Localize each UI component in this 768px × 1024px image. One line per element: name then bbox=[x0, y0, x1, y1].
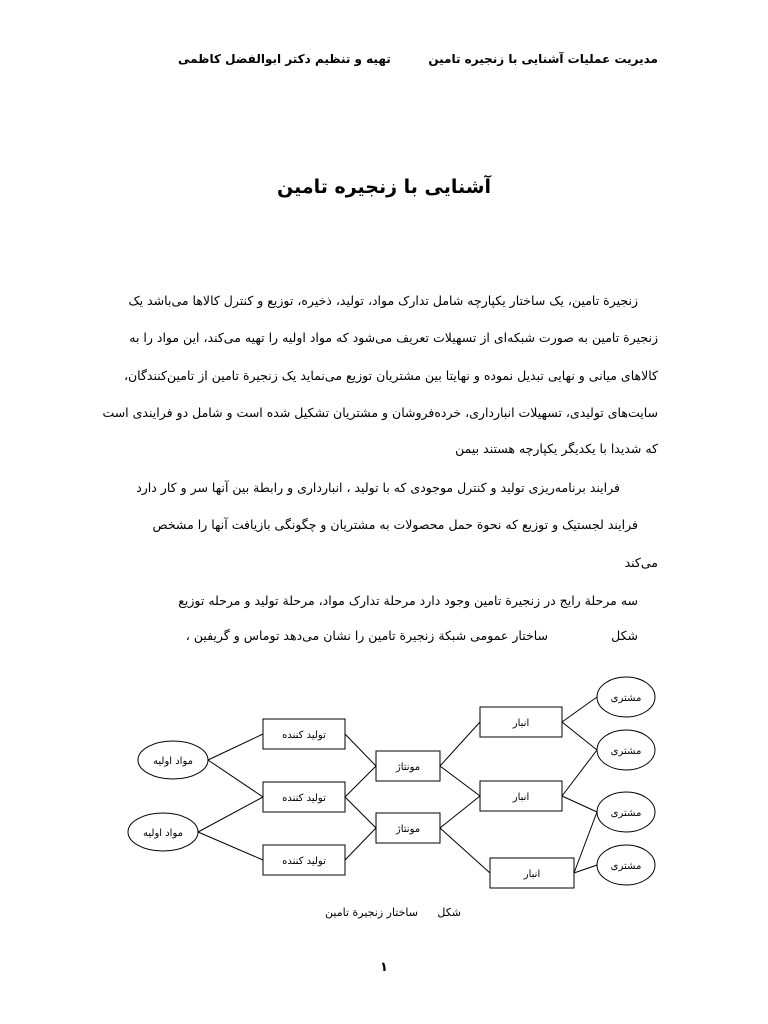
customer-label: مشتری bbox=[610, 808, 642, 819]
assembly-label: مونتاژ bbox=[395, 824, 421, 835]
customer-label: مشتری bbox=[610, 693, 642, 704]
warehouse-label: انبار bbox=[523, 869, 541, 880]
document-title: آشنایی با زنجیره تامین bbox=[276, 176, 491, 198]
producer-node bbox=[263, 782, 345, 812]
customer-node bbox=[597, 845, 655, 885]
course-title: مدیریت عملیات آشنایی با زنجیره تامین bbox=[428, 52, 658, 66]
warehouse-node bbox=[480, 781, 562, 811]
producer-node bbox=[263, 845, 345, 875]
paragraph-line: فرایند برنامه‌ریزی تولید و کنترل موجودی که با تولید ، انبارداری و رابطة بین آنها سر و کار دارد bbox=[136, 480, 620, 495]
assembly-node bbox=[376, 813, 440, 843]
customer-label: مشتری bbox=[610, 861, 642, 872]
paragraph-line: کالاهای میانی و نهایی تبدیل نموده و نهایتا بین مشتریان توزیع می‌نماید یک زنجیرة تامین از تامین‌کنندگان، bbox=[123, 368, 658, 383]
warehouse-label: انبار bbox=[512, 718, 530, 729]
assembly-node bbox=[376, 751, 440, 781]
customer-node bbox=[597, 730, 655, 770]
warehouse-node bbox=[490, 858, 574, 888]
customer-label: مشتری bbox=[610, 746, 642, 757]
supply-chain-diagram bbox=[0, 660, 768, 920]
paragraph-line: که شدیدا با یکدیگر یکپارچه هستند بیمن bbox=[455, 441, 658, 456]
raw-material-node bbox=[138, 741, 208, 779]
author-line: تهیه و تنظیم دکتر ابوالفضل کاظمی bbox=[178, 52, 391, 66]
raw-material-label: مواد اولیه bbox=[153, 756, 193, 767]
page-number: ١ bbox=[380, 960, 388, 975]
producer-label: تولید کننده bbox=[282, 730, 326, 741]
warehouse-label: انبار bbox=[512, 792, 530, 803]
warehouse-node bbox=[480, 707, 562, 737]
producer-node bbox=[263, 719, 345, 749]
figure-caption-label: شکل bbox=[437, 906, 461, 919]
assembly-label: مونتاژ bbox=[395, 762, 421, 773]
paragraph-line: سایت‌های تولیدی، تسهیلات انبارداری، خرده‌فروشان و مشتریان تشکیل شده است و شامل دو فرایندی است bbox=[102, 405, 658, 420]
raw-material-label: مواد اولیه bbox=[143, 828, 183, 839]
producer-label: تولید کننده bbox=[282, 856, 326, 867]
paragraph-line: می‌کند bbox=[624, 555, 658, 570]
paragraph-line: فرایند لجستیک و توزیع که نحوة حمل محصولات به مشتریان و چگونگی بازیافت آنها را مشخص bbox=[152, 517, 638, 532]
paragraph-line: ساختار عمومی شبکة زنجیرة تامین را نشان می‌دهد توماس و گریفین ، bbox=[185, 628, 548, 643]
paragraph-line: زنجیرة تامین، یک ساختار یکپارچه شامل تدارک مواد، تولید، ذخیره، توزیع و کنترل کالاها می‌باشد یک bbox=[128, 293, 638, 308]
paragraph-line: زنجیرة تامین به صورت شبکه‌ای از تسهیلات تعریف می‌شود که مواد اولیه را تهیه می‌کند، این مواد را به bbox=[129, 330, 658, 345]
page-header bbox=[0, 52, 768, 70]
figure-caption-text: ساختار زنجیرة تامین bbox=[325, 906, 418, 919]
paragraph-line: سه مرحلة رایج در زنجیرة تامین وجود دارد مرحلة تدارک مواد، مرحلة تولید و مرحله توزیع bbox=[178, 593, 638, 608]
producer-label: تولید کننده bbox=[282, 793, 326, 804]
raw-material-node bbox=[128, 813, 198, 851]
figure-reference-label: شکل bbox=[611, 628, 638, 643]
customer-node bbox=[597, 677, 655, 717]
customer-node bbox=[597, 792, 655, 832]
